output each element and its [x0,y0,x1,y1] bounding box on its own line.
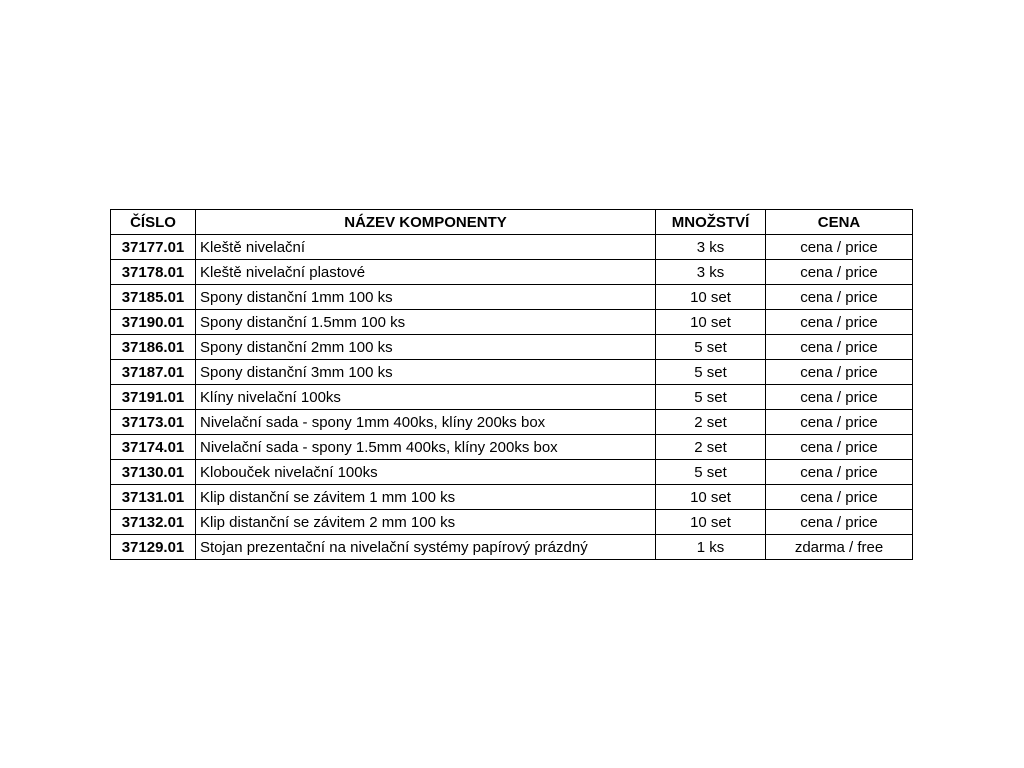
cell-mnozstvi: 10 set [656,510,766,535]
cell-cena: cena / price [766,385,913,410]
cell-mnozstvi: 3 ks [656,235,766,260]
cell-mnozstvi: 2 set [656,410,766,435]
table-row [111,260,913,285]
header-row [111,210,913,235]
cell-cena: cena / price [766,285,913,310]
cell-cislo: 37131.01 [111,485,196,510]
column-header-cena: CENA [766,210,913,235]
column-header-cislo: ČÍSLO [111,210,196,235]
cell-nazev: Kleště nivelační [196,235,656,260]
cell-cislo: 37178.01 [111,260,196,285]
table-row [111,235,913,260]
cell-mnozstvi: 1 ks [656,535,766,560]
cell-nazev: Spony distanční 2mm 100 ks [196,335,656,360]
cell-cena: cena / price [766,435,913,460]
price-table [110,209,913,560]
cell-nazev: Stojan prezentační na nivelační systémy papírový prázdný [196,535,656,560]
cell-mnozstvi: 5 set [656,460,766,485]
table-body [111,235,913,560]
cell-cislo: 37132.01 [111,510,196,535]
cell-cena: cena / price [766,260,913,285]
cell-mnozstvi: 3 ks [656,260,766,285]
cell-cislo: 37174.01 [111,435,196,460]
cell-nazev: Klip distanční se závitem 1 mm 100 ks [196,485,656,510]
cell-cena: zdarma / free [766,535,913,560]
table-row [111,410,913,435]
cell-cena: cena / price [766,310,913,335]
table-row [111,360,913,385]
cell-nazev: Klip distanční se závitem 2 mm 100 ks [196,510,656,535]
cell-cislo: 37187.01 [111,360,196,385]
cell-cislo: 37190.01 [111,310,196,335]
table-row [111,485,913,510]
table-row [111,460,913,485]
cell-cislo: 37129.01 [111,535,196,560]
cell-mnozstvi: 10 set [656,310,766,335]
table-row [111,510,913,535]
cell-cena: cena / price [766,360,913,385]
cell-cena: cena / price [766,510,913,535]
cell-nazev: Spony distanční 1.5mm 100 ks [196,310,656,335]
table-row [111,435,913,460]
table-row [111,385,913,410]
cell-cislo: 37177.01 [111,235,196,260]
cell-cislo: 37173.01 [111,410,196,435]
cell-nazev: Nivelační sada - spony 1.5mm 400ks, klíny 200ks box [196,435,656,460]
cell-nazev: Klobouček nivelační 100ks [196,460,656,485]
cell-cislo: 37185.01 [111,285,196,310]
cell-mnozstvi: 2 set [656,435,766,460]
column-header-nazev: NÁZEV KOMPONENTY [196,210,656,235]
cell-mnozstvi: 5 set [656,385,766,410]
cell-cislo: 37130.01 [111,460,196,485]
table-row [111,285,913,310]
cell-cena: cena / price [766,410,913,435]
cell-nazev: Spony distanční 3mm 100 ks [196,360,656,385]
column-header-mnozstvi: MNOŽSTVÍ [656,210,766,235]
cell-nazev: Nivelační sada - spony 1mm 400ks, klíny 200ks box [196,410,656,435]
cell-cislo: 37186.01 [111,335,196,360]
cell-cislo: 37191.01 [111,385,196,410]
table-header [111,210,913,235]
table-row [111,535,913,560]
table-row [111,310,913,335]
cell-mnozstvi: 5 set [656,335,766,360]
cell-nazev: Klíny nivelační 100ks [196,385,656,410]
table-row [111,335,913,360]
cell-mnozstvi: 10 set [656,485,766,510]
cell-nazev: Kleště nivelační plastové [196,260,656,285]
cell-cena: cena / price [766,485,913,510]
cell-cena: cena / price [766,460,913,485]
cell-nazev: Spony distanční 1mm 100 ks [196,285,656,310]
cell-mnozstvi: 10 set [656,285,766,310]
component-price-list [110,209,912,560]
cell-mnozstvi: 5 set [656,360,766,385]
cell-cena: cena / price [766,235,913,260]
cell-cena: cena / price [766,335,913,360]
